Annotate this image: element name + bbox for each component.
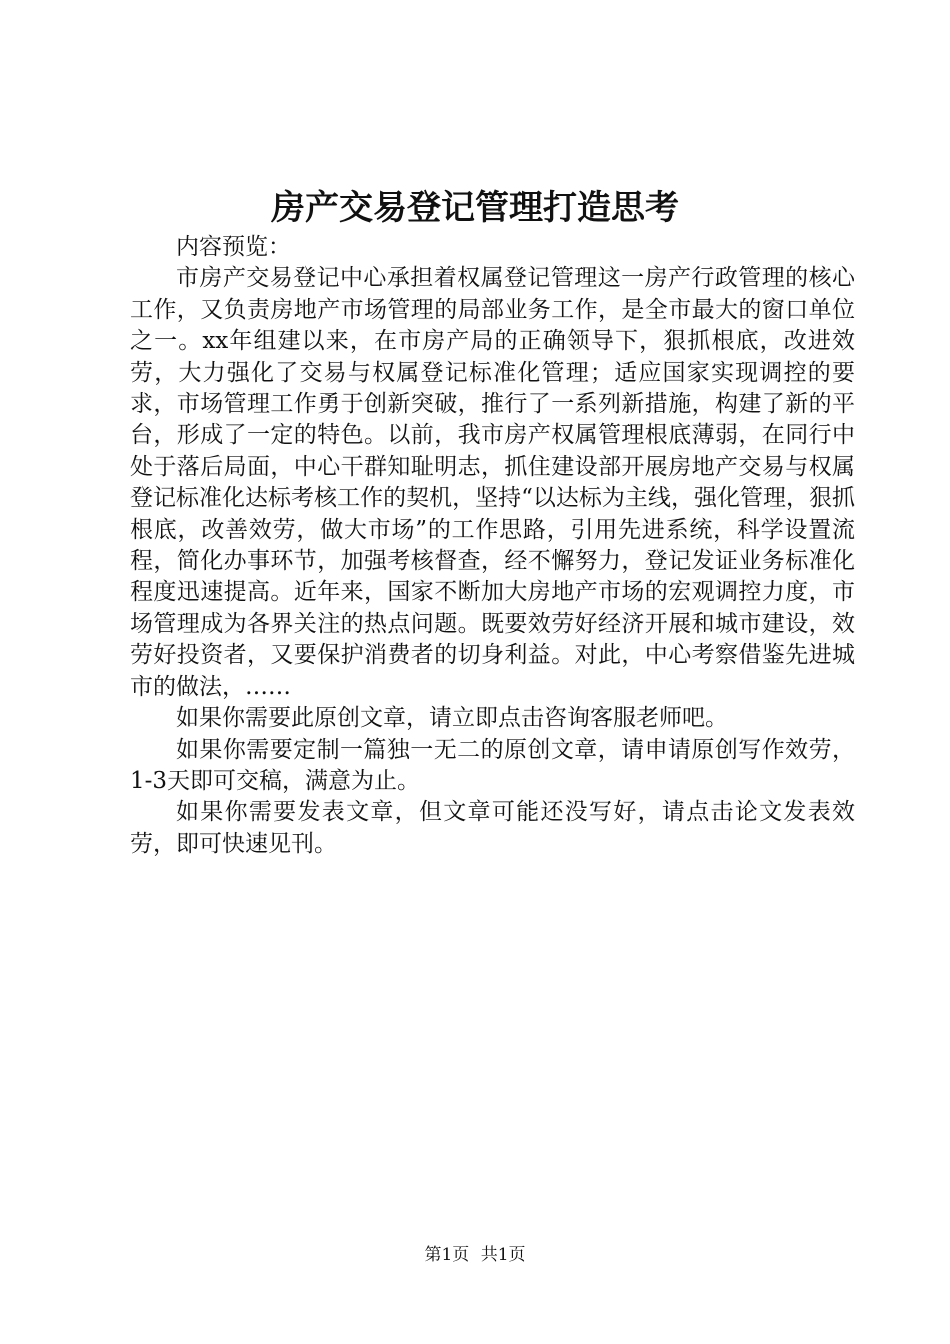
page-number-total: 共1页 <box>480 1245 526 1265</box>
page-footer <box>0 1243 950 1267</box>
document-content <box>130 232 855 860</box>
preview-body-paragraph: 市房产交易登记中心承担着权属登记管理这一房产行政管理的核心工作，又负责房地产市场管理的局部业务工作，是全市最大的窗口单位之一。xx年组建以来，在市房产局的正确领导下，狠抓根底，改进效劳，大力强化了交易与权属登记标准化管理；适应国家实现调控的要求，市场管理工作勇于创新突破，推行了一系列新措施，构建了新的平台，形成了一定的特色。以前，我市房产权属管理根底薄弱，在同行中处于落后局面，中心干群知耻明志，抓住建设部开展房地产交易与权属登记标准化达标考核工作的契机，坚持“以达标为主线，强化管理，狠抓根底，改善效劳，做大市场”的工作思路，引用先进系统，科学设置流程，简化办事环节，加强考核督查，经不懈努力，登记发证业务标准化程度迅速提高。近年来，国家不断加大房地产市场的宏观调控力度，市场管理成为各界关注的热点问题。既要效劳好经济开展和城市建设，效劳好投资者，又要保护消费者的切身利益。对此，中心考察借鉴先进城市的做法，…… <box>130 265 855 700</box>
page-number-current: 第1页 <box>424 1245 470 1265</box>
notice-custom-writing-link[interactable]: 如果你需要定制一篇独一无二的原创文章，请申请原创写作效劳，1-3天即可交稿，满意为止。 <box>130 736 855 794</box>
notice-publish-link[interactable]: 如果你需要发表文章，但文章可能还没写好，请点击论文发表效劳，即可快速见刊。 <box>130 799 855 857</box>
preview-label: 内容预览： <box>176 234 291 260</box>
document-title: 房产交易登记管理打造思考 <box>271 188 679 228</box>
notice-consult-link[interactable]: 如果你需要此原创文章，请立即点击咨询客服老师吧。 <box>176 705 728 732</box>
